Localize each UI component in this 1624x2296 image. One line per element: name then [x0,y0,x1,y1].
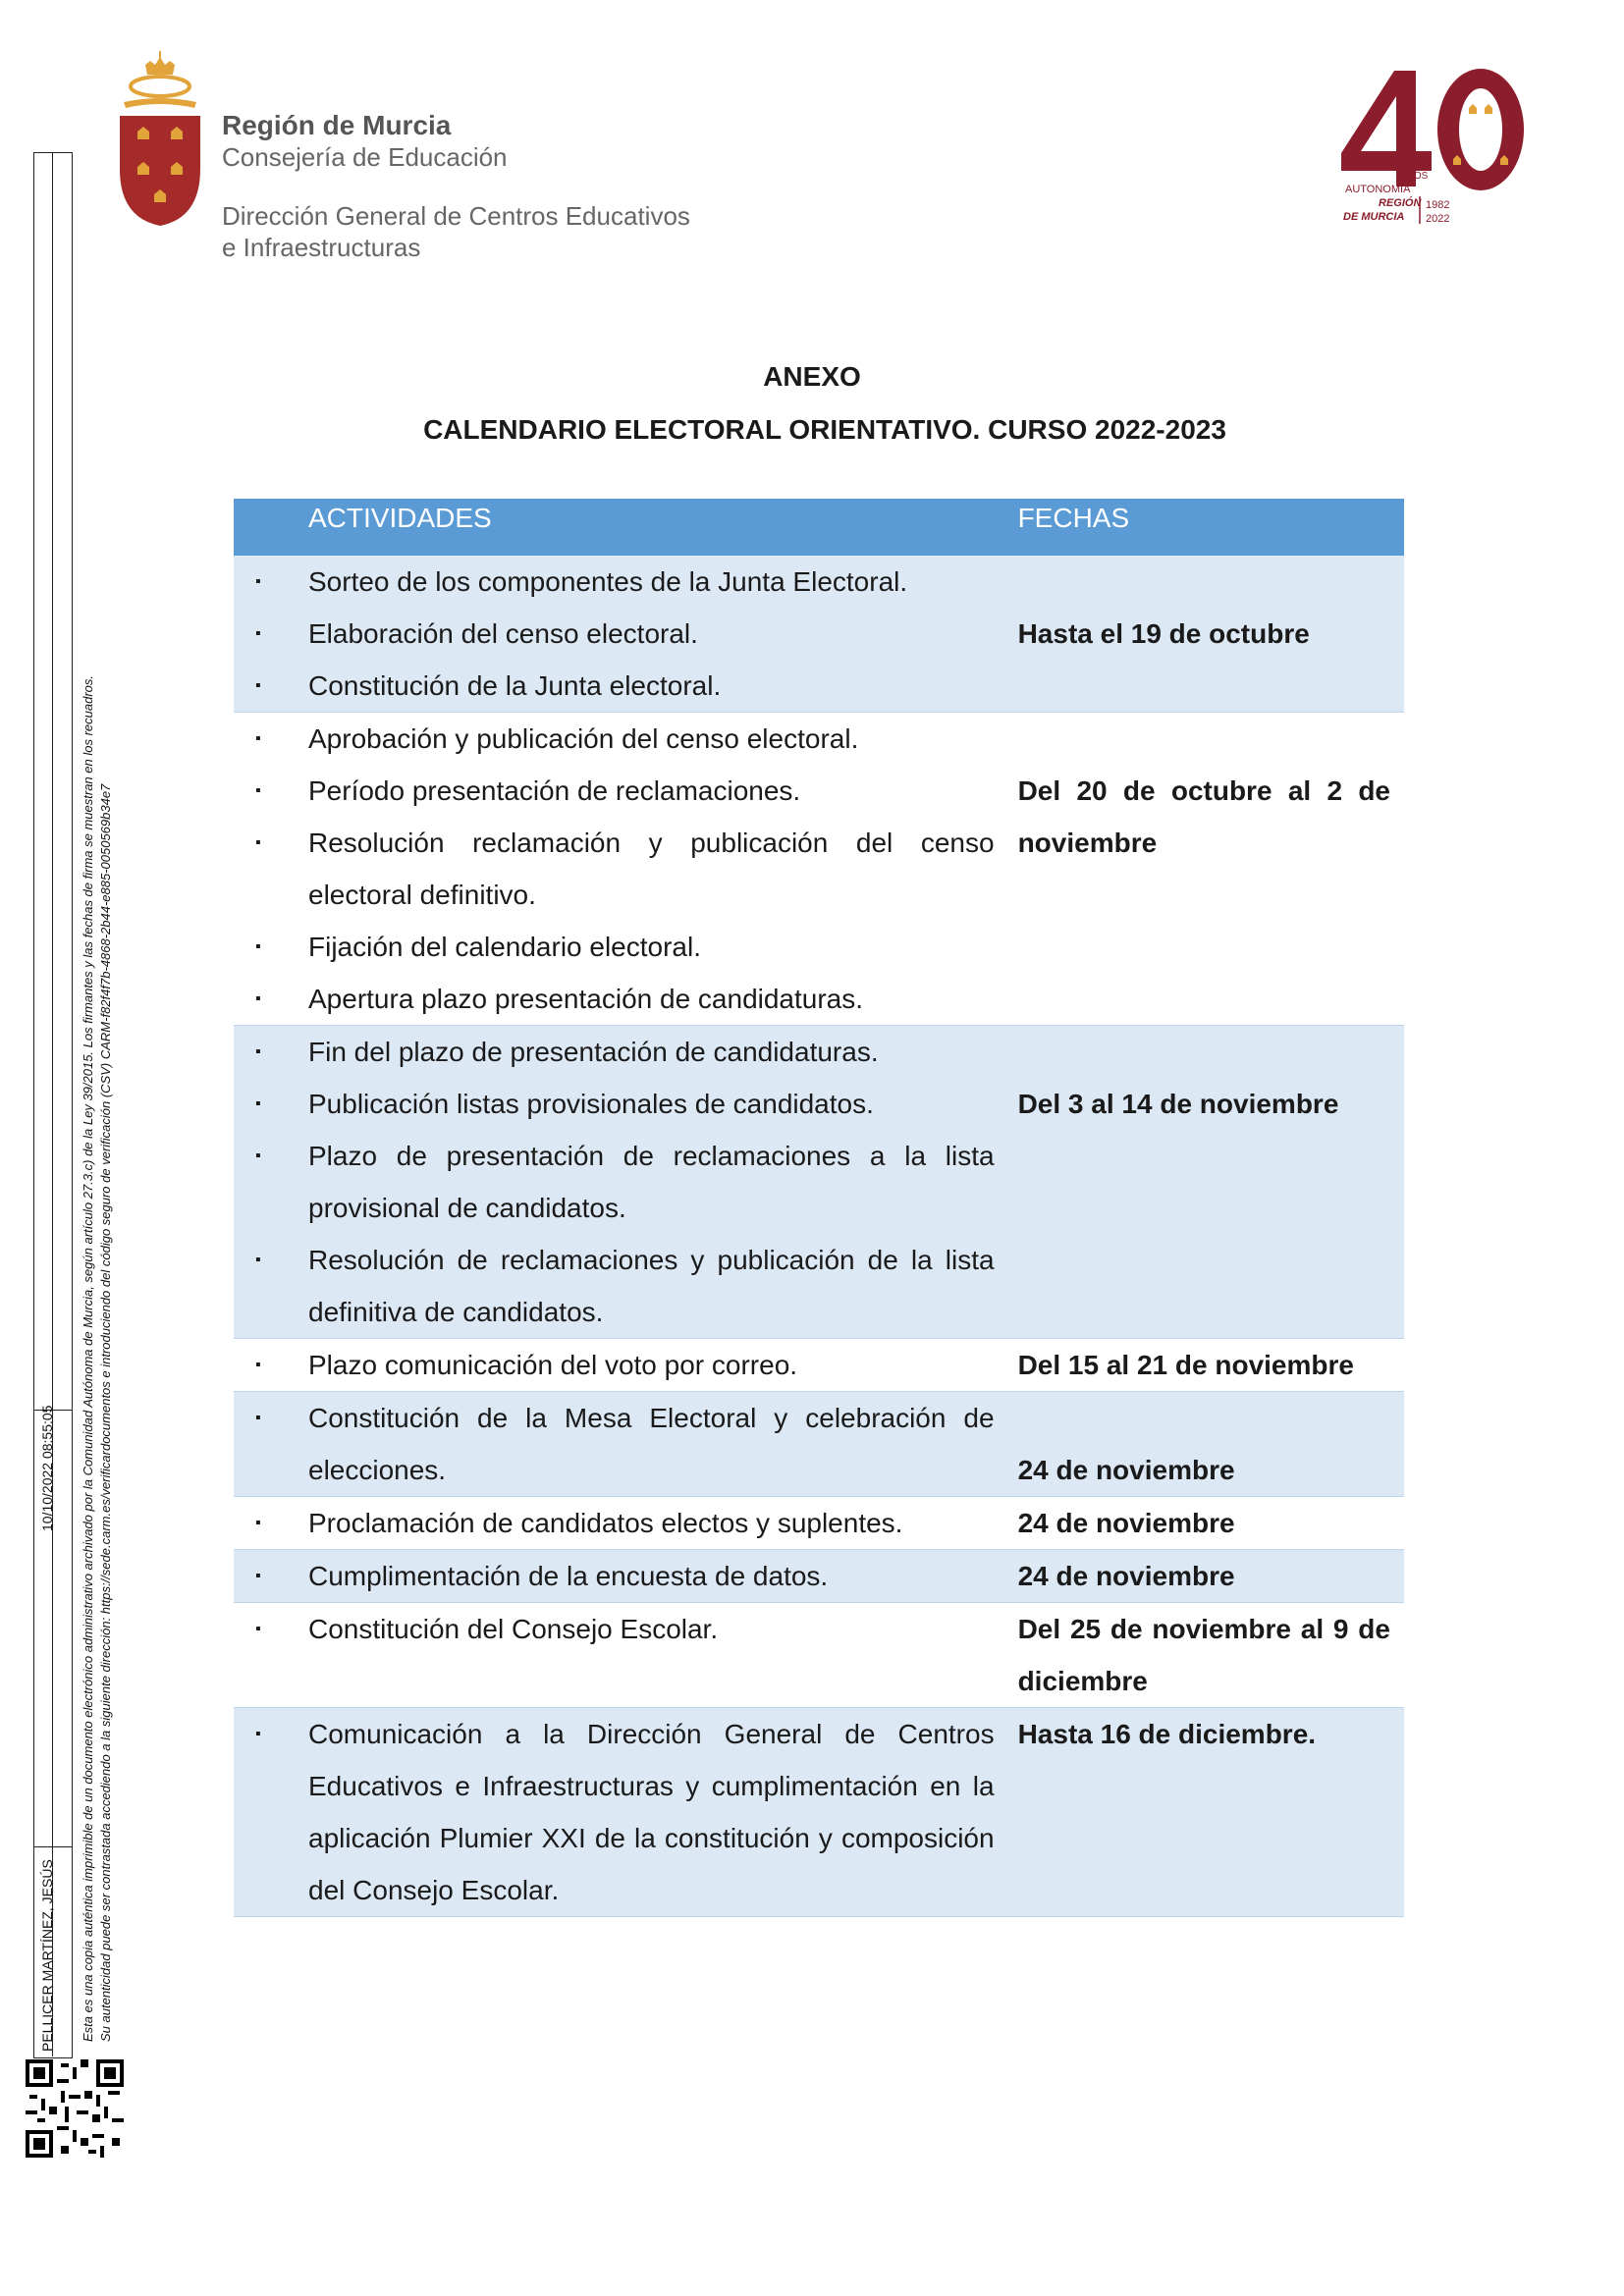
logo-year-end: 2022 [1426,213,1450,225]
table-header-row [234,499,1404,556]
date-text: Del 20 de octubre al 2 de noviembre [1017,775,1390,858]
activities-cell [234,1497,1006,1550]
logo-year-start: 1982 [1426,199,1450,211]
activity-text: Proclamación de candidatos electos y suplentes. [308,1508,903,1538]
activity-text: Comunicación a la Dirección General de Centros Educativos e Infraestructuras y cumplimentación en la aplicación Plumier XXI de la constitución y composición del Consejo Escolar. [308,1719,995,1905]
date-text: 24 de noviembre [1017,1455,1235,1485]
activity-text: Apertura plazo presentación de candidaturas. [308,984,864,1014]
activity-list [247,1339,1006,1391]
bullet-icon: ▪ [255,625,261,642]
activity-text: Publicación listas provisionales de candidatos. [308,1089,874,1119]
bullet-icon: ▪ [255,677,261,694]
activities-cell [234,556,1006,713]
activity-text: Aprobación y publicación del censo electoral. [308,723,859,754]
table-row [234,1550,1404,1603]
activity-text: Fijación del calendario electoral. [308,932,701,962]
bullet-icon: ▪ [255,1410,261,1426]
date-cell [1006,1603,1404,1708]
electoral-calendar-table [234,499,1404,1917]
signature-strip-divider [52,152,53,2056]
bullet-icon: ▪ [255,1095,261,1112]
bullet-icon: ▪ [255,1515,261,1531]
date-text: Hasta 16 de diciembre. [1017,1719,1317,1749]
activity-text: Elaboración del censo electoral. [308,618,698,649]
activity-text: Constitución de la Mesa Electoral y celebración de elecciones. [308,1403,995,1485]
activity-item [247,1339,1006,1391]
activities-cell [234,1603,1006,1708]
document-subtitle: CALENDARIO ELECTORAL ORIENTATIVO. CURSO 2022-2023 [423,414,1226,445]
activity-item [247,608,1006,660]
document-title: ANEXO [763,361,861,392]
activity-list [247,1392,1006,1496]
activity-text: Plazo comunicación del voto por correo. [308,1350,798,1380]
activity-item [247,1078,1006,1130]
bullet-icon: ▪ [255,1726,261,1742]
bullet-icon: ▪ [255,1252,261,1268]
activity-item [247,1026,1006,1078]
activity-item [247,921,1006,973]
activity-text: Constitución del Consejo Escolar. [308,1614,719,1644]
activity-text: Fin del plazo de presentación de candidaturas. [308,1037,879,1067]
directorate-line-1: Dirección General de Centros Educativos [222,201,690,231]
date-text: Hasta el 19 de octubre [1017,618,1310,649]
activity-list [247,1550,1006,1602]
activity-item [247,713,1006,765]
bullet-icon: ▪ [255,730,261,747]
date-text: Del 15 al 21 de noviembre [1017,1350,1354,1380]
legal-notice-line-2: Su autenticidad puede ser contrastada accediendo a la siguiente dirección: https://sede.carm.es/verificardocumentos e introduciendo del código seguro de verificación (CSV) CARM-f82f4f7b-4868-2b44-e885-0050569b34e7 [98,783,113,2042]
logo-text-autonomia: AUTONOMÍA [1345,184,1411,195]
activity-item [247,973,1006,1025]
table-row [234,1603,1404,1708]
logo-text-de-murcia: DE MURCIA [1343,211,1405,223]
activity-text: Cumplimentación de la encuesta de datos. [308,1561,829,1591]
signature-date: 10/10/2022 08:55:05 [39,1405,55,1531]
activity-item [247,1550,1006,1602]
activities-cell [234,1339,1006,1392]
directorate-line-2: e Infraestructuras [222,233,421,262]
bullet-icon: ▪ [255,1568,261,1584]
table-row [234,1708,1404,1917]
activities-cell [234,713,1006,1026]
legal-notice-line-1: Esta es una copia auténtica imprimible de un documento electrónico administrativo archivado por la Comunidad Autónoma de Murcia, según artículo 27.3.c) de la Ley 39/2015. Los firmantes y las fechas de firma se muestran en los recuadros. [81,675,95,2042]
bullet-icon: ▪ [255,782,261,799]
bullet-icon: ▪ [255,1621,261,1637]
bullet-icon: ▪ [255,1357,261,1373]
bullet-icon: ▪ [255,834,261,851]
table-row [234,1026,1404,1339]
activity-item [247,1234,1006,1338]
activity-text: Constitución de la Junta electoral. [308,670,722,701]
bullet-icon: ▪ [255,990,261,1007]
activity-list [247,1026,1006,1338]
activity-text: Plazo de presentación de reclamaciones a la lista provisional de candidatos. [308,1141,995,1223]
activity-list [247,1708,1006,1916]
activity-list [247,1497,1006,1549]
activity-item [247,556,1006,608]
date-text: Del 25 de noviembre al 9 de diciembre [1017,1614,1390,1696]
activity-item [247,1708,1006,1916]
date-cell [1006,1026,1404,1339]
bullet-icon: ▪ [255,1043,261,1060]
activity-item [247,1603,1006,1655]
logo-text-anos: AÑOS [1400,171,1429,182]
activity-list [247,556,1006,712]
table-row [234,1497,1404,1550]
bullet-icon: ▪ [255,573,261,590]
date-cell [1006,1708,1404,1917]
date-cell [1006,713,1404,1026]
activity-text: Sorteo de los componentes de la Junta Electoral. [308,566,908,597]
activity-item [247,1392,1006,1496]
date-text: Del 3 al 14 de noviembre [1017,1089,1339,1119]
activity-list [247,1603,1006,1655]
organization-header [222,110,690,263]
anniversary-40-logo [1335,61,1532,238]
activities-cell [234,1708,1006,1917]
activities-cell [234,1392,1006,1497]
column-header-activities: ACTIVIDADES [234,499,1006,556]
qr-code-icon [26,2059,124,2158]
column-header-dates: FECHAS [1006,499,1404,556]
region-de-murcia-crest-logo [116,51,204,228]
activity-item [247,1130,1006,1234]
activities-cell [234,1550,1006,1603]
table-row [234,1392,1404,1497]
org-name: Región de Murcia [222,110,452,140]
logo-text-region: REGIÓN [1379,197,1422,209]
department-name: Consejería de Educación [222,142,508,172]
date-cell [1006,1497,1404,1550]
date-cell [1006,1550,1404,1603]
date-text: 24 de noviembre [1017,1561,1235,1591]
activity-item [247,817,1006,921]
date-text: 24 de noviembre [1017,1508,1235,1538]
signer-name: PELLICER MARTÍNEZ, JESÚS [39,1859,55,2052]
activities-cell [234,1026,1006,1339]
activity-item [247,1497,1006,1549]
activity-list [247,713,1006,1025]
table-row [234,713,1404,1026]
bullet-icon: ▪ [255,1148,261,1164]
activity-text: Resolución de reclamaciones y publicación de la lista definitiva de candidatos. [308,1245,995,1327]
signature-strip-box [33,152,73,2058]
date-cell [1006,1392,1404,1497]
activity-text: Resolución reclamación y publicación del censo electoral definitivo. [308,828,995,910]
activity-item [247,765,1006,817]
activity-text: Período presentación de reclamaciones. [308,775,801,806]
table-row [234,1339,1404,1392]
table-row [234,556,1404,713]
date-cell [1006,1339,1404,1392]
activity-item [247,660,1006,712]
date-cell [1006,556,1404,713]
bullet-icon: ▪ [255,938,261,955]
